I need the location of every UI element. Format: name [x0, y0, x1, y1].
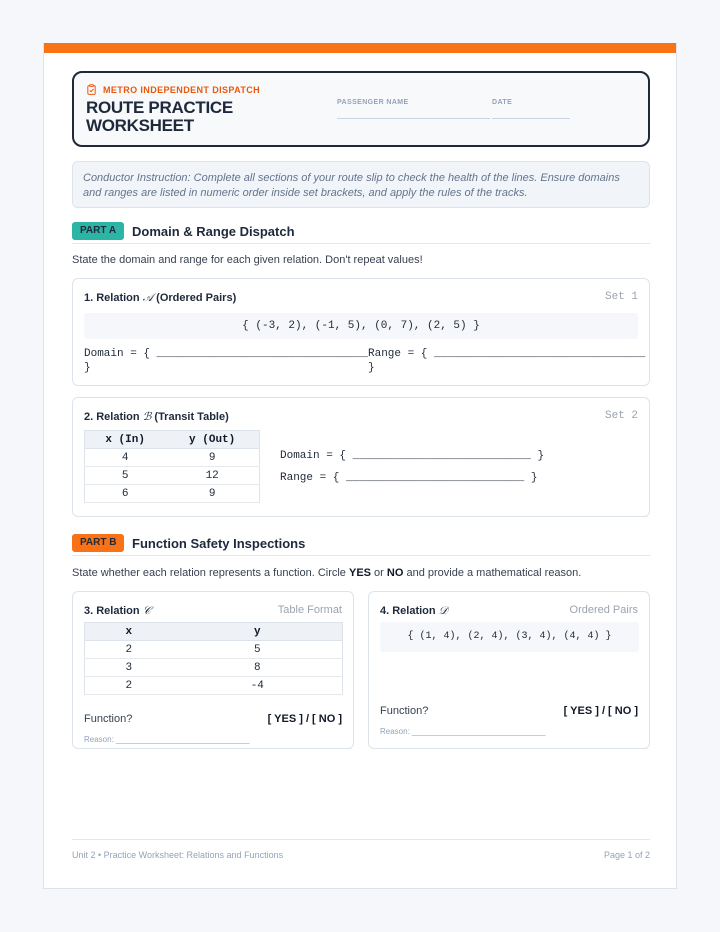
title-line-2: WORKSHEET — [86, 116, 194, 135]
part-b-badge: PART B — [72, 534, 124, 552]
table-row: 6 9 — [85, 485, 260, 503]
table-row: 2 -4 — [85, 677, 343, 695]
transit-table — [84, 430, 260, 503]
relation-b-card — [72, 397, 650, 517]
column-header: y — [173, 623, 343, 641]
part-b-header — [72, 534, 650, 556]
range-answer-field[interactable]: Range = { ________________________________ } — [368, 348, 646, 374]
function-question: Function? — [380, 705, 429, 717]
table-row: 2 5 — [85, 641, 343, 659]
date-field[interactable] — [492, 118, 570, 119]
instruction-box: Conductor Instruction: Complete all sections of your route slip to check the health of the lines. Ensure domains and ranges are listed in numeric order inside set brackets, and apply the rules of the tracks. — [72, 161, 650, 208]
table-row: 3 8 — [85, 659, 343, 677]
format-tag: Ordered Pairs — [569, 604, 638, 616]
passenger-name-field[interactable] — [337, 118, 490, 119]
passenger-name-label: PASSENGER NAME — [337, 99, 409, 106]
part-b-description: State whether each relation represents a function. Circle YES or NO and provide a mathematical reason. — [72, 567, 582, 579]
worksheet-page — [43, 43, 677, 889]
relation-d-title: 4. Relation 𝒟 — [380, 604, 448, 617]
ordered-pairs: { (1, 4), (2, 4), (3, 4), (4, 4) } — [380, 622, 639, 652]
format-tag: Table Format — [277, 604, 342, 616]
page-footer — [72, 839, 650, 860]
reason-field[interactable]: Reason: ______________________________ — [380, 727, 546, 736]
date-label: DATE — [492, 99, 513, 106]
column-header: x (In) — [85, 431, 166, 449]
relation-a-title: 1. Relation 𝒜 (Ordered Pairs) — [84, 291, 237, 304]
brand-label: METRO INDEPENDENT DISPATCH — [103, 84, 261, 95]
part-a-header — [72, 222, 650, 244]
column-header: y (Out) — [165, 431, 259, 449]
worksheet-header — [72, 71, 650, 147]
table-row: 4 9 — [85, 449, 260, 467]
relation-d-card — [368, 591, 650, 749]
page-title — [86, 99, 233, 135]
domain-answer-field[interactable]: Domain = { ___________________________ } — [280, 450, 545, 462]
relation-c-title: 3. Relation 𝒞 — [84, 604, 151, 617]
clipboard-icon — [86, 84, 97, 95]
part-a-title: Domain & Range Dispatch — [132, 224, 295, 239]
function-question: Function? — [84, 713, 133, 725]
footer-unit-label: Unit 2 • Practice Worksheet: Relations and Functions — [72, 850, 284, 860]
relation-c-card — [72, 591, 354, 749]
set-tag: Set 1 — [604, 291, 638, 303]
function-table — [84, 622, 343, 695]
set-tag: Set 2 — [604, 410, 638, 422]
brand — [86, 84, 260, 95]
page-number: Page 1 of 2 — [603, 850, 650, 860]
table-row: 5 12 — [85, 467, 260, 485]
domain-answer-field[interactable]: Domain = { ________________________________ } — [84, 348, 368, 374]
relation-a-card — [72, 278, 650, 386]
part-a-description: State the domain and range for each given relation. Don't repeat values! — [72, 254, 423, 266]
yes-no-choice[interactable]: [ YES ] / [ NO ] — [267, 713, 342, 725]
yes-no-choice[interactable]: [ YES ] / [ NO ] — [563, 705, 638, 717]
part-a-badge: PART A — [72, 222, 124, 240]
accent-bar — [44, 43, 676, 53]
part-b-title: Function Safety Inspections — [132, 536, 306, 551]
column-header: x — [85, 623, 173, 641]
range-answer-field[interactable]: Range = { ___________________________ } — [280, 472, 538, 484]
title-line-1: ROUTE PRACTICE — [86, 98, 233, 117]
relation-b-title: 2. Relation ℬ (Transit Table) — [84, 410, 229, 423]
reason-field[interactable]: Reason: ______________________________ — [84, 735, 250, 744]
ordered-pairs: { (-3, 2), (-1, 5), (0, 7), (2, 5) } — [84, 313, 638, 339]
